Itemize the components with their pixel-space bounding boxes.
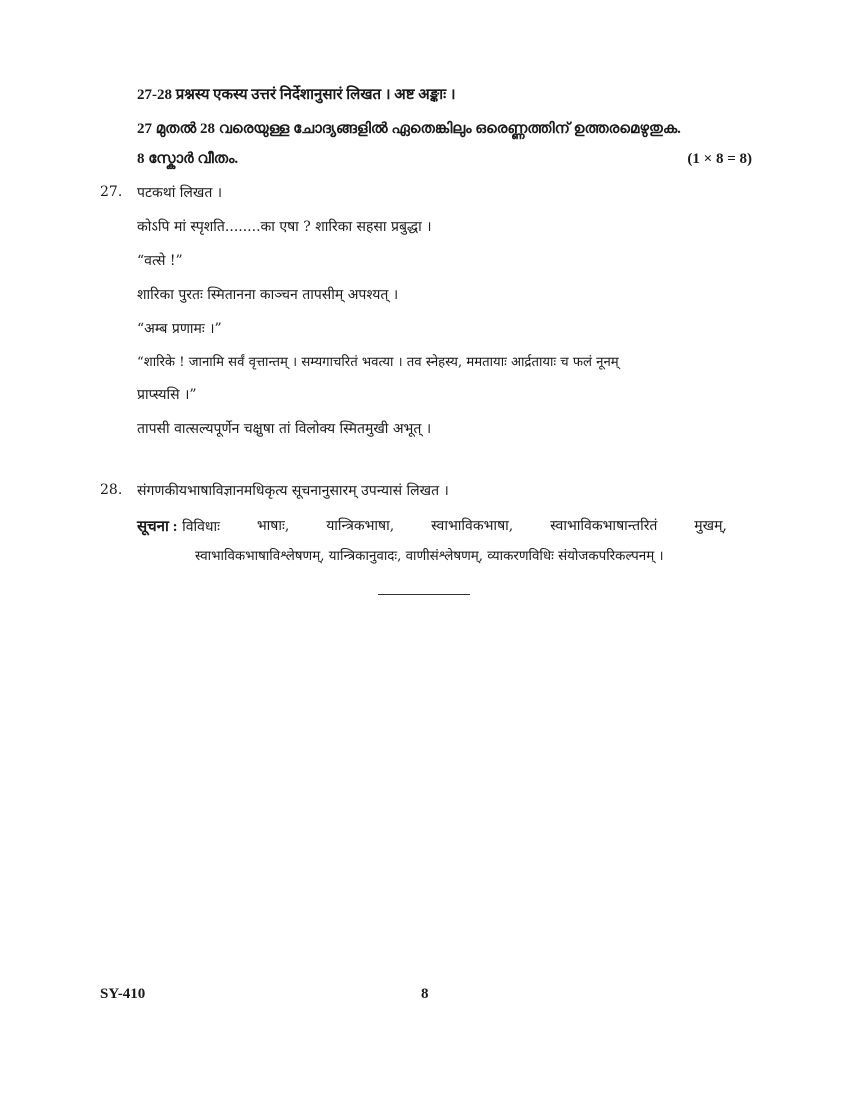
sucana-label-group (137, 516, 220, 536)
sucana-item: स्वाभाविकभाषा, (431, 518, 514, 534)
sucana-item: स्वाभाविकभाषान्तरितं (550, 518, 658, 534)
end-rule (378, 594, 470, 595)
question-27-line: तापसी वात्सल्यपूर्णेन चक्षुषा तां विलोक्य स्मितमुखी अभूत् । (137, 421, 432, 437)
question-27-prompt: पटकथां लिखत । (137, 185, 223, 201)
sucana-label: सूचना : (137, 519, 178, 535)
marks-allocation: (1 × 8 = 8) (687, 151, 752, 167)
sucana-item: यान्त्रिकभाषा, (326, 518, 395, 534)
instruction-sanskrit: 27-28 प्रश्नस्य एकस्य उत्तरं निर्देशानुसारं लिखत । अष्ट अङ्काः । (137, 87, 456, 103)
question-27-line: शारिका पुरतः स्मितानना काञ्चन तापसीम् अपश्यत् । (137, 287, 399, 303)
question-27-line: “शारिके ! जानामि सर्वं वृत्तान्तम् । सम्यगाचरितं भवत्या । तव स्नेहस्य, ममतायाः आर्द्रतायाः च फलं नूनम् (137, 355, 619, 370)
question-27-line: “अम्ब प्रणामः ।” (137, 321, 222, 337)
sucana-item: विविधाः (182, 519, 220, 535)
sucana-continuation: स्वाभाविकभाषाविश्लेषणम्, यान्त्रिकानुवादः, वाणीसंश्लेषणम्, व्याकरणविधिः संयोजकपरिकल्पनम् । (195, 549, 664, 564)
paper-code: SY-410 (100, 986, 146, 1002)
question-27-line: प्राप्स्यसि ।” (137, 387, 197, 403)
sucana-item: मुखम्, (694, 518, 727, 534)
page-number: 8 (421, 986, 429, 1002)
sucana-row (137, 516, 727, 536)
sucana-item: भाषाः, (256, 518, 290, 534)
question-28-prompt: संगणकीयभाषाविज्ञानमधिकृत्य सूचनानुसारम् उपन्यासं लिखत । (137, 483, 449, 499)
question-27-line: कोऽपि मां स्पृशति........का एषा ? शारिका सहसा प्रबुद्धा । (137, 219, 432, 235)
question-28-number: 28. (100, 482, 123, 498)
question-27-line: “वत्से !” (137, 253, 183, 269)
question-27-number: 27. (100, 184, 123, 200)
instruction-malayalam: 27 മുതൽ 28 വരെയുള്ള ചോദ്യങ്ങളിൽ ഏതെങ്കിലും ഒരെണ്ണത്തിന് ഉത്തരമെഴുതുക. (137, 121, 681, 137)
instruction-score: 8 സ്കോർ വീതം. (137, 151, 239, 167)
